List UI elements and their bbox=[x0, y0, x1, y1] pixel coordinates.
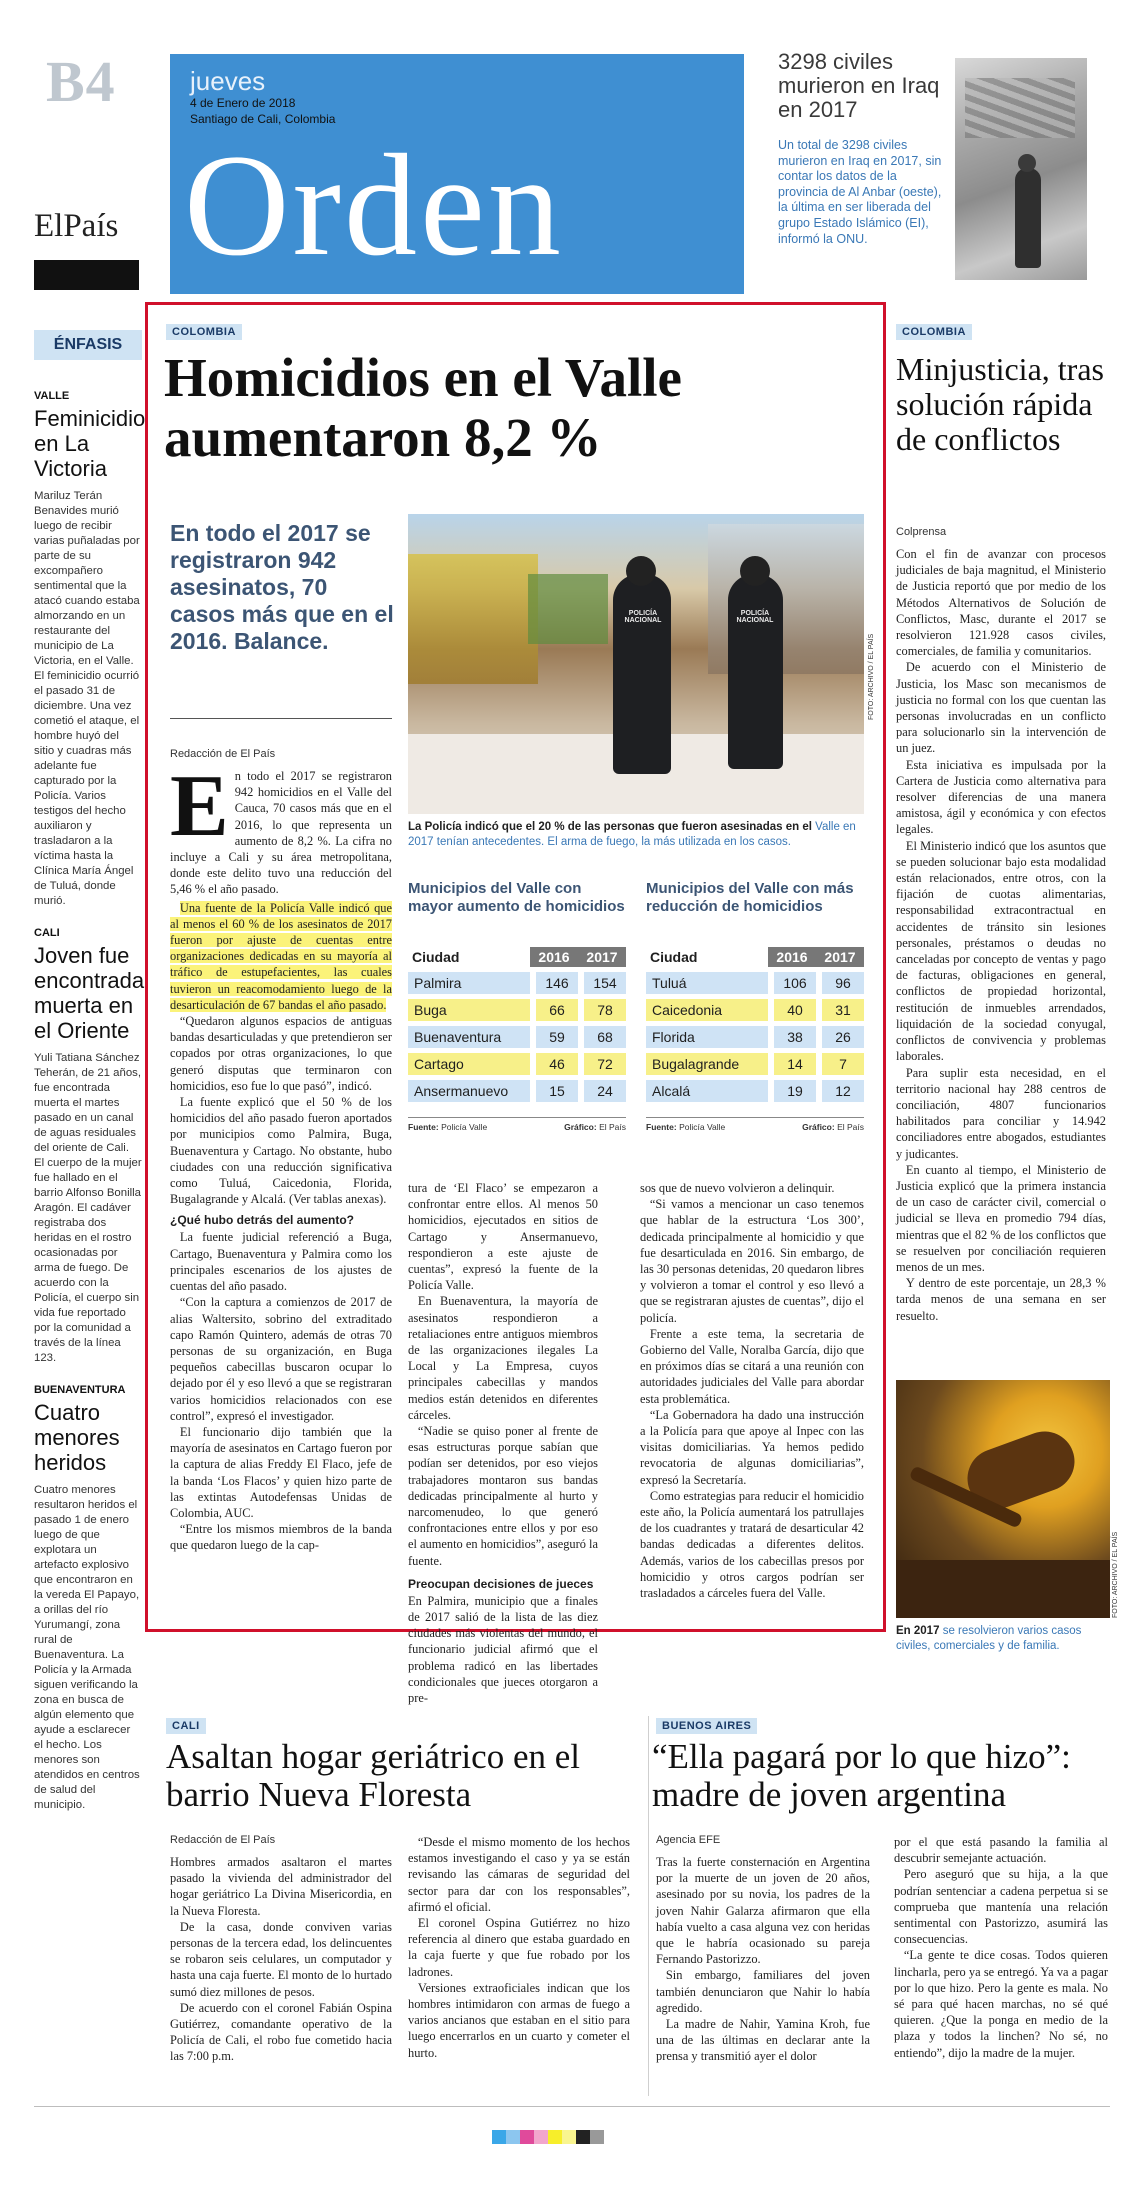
main-deck: En todo el 2017 se registraron 942 asesinatos, 70 casos más que en el 2016. Balance. bbox=[170, 520, 394, 654]
paragraph: Para suplir esta necesidad, en el territorio nacional hay 288 centros de conciliación, 4807 funcionarios habilitados para conciliar y 14.942 conciliadores entre abogados, estudiantes y judicantes. bbox=[896, 1065, 1106, 1161]
paragraph: En Buenaventura, la mayoría de asesinatos respondieron a retaliaciones entre antiguos miembros de las organizaciones ilegales La Local y La Empresa, cuyos principales cabecillas y mandos medios están detenidos en diferentes cárceles. bbox=[408, 1294, 598, 1422]
table-title: Municipios del Valle con más reducción de homicidios bbox=[646, 880, 854, 915]
paragraph: “La Gobernadora ha dado una instrucción a la Policía para que apoye al Inpec con las visitas domiciliarias. Ya hemos pedido revocatoria de algunas domiciliarias”, expresó la Secretaría. bbox=[640, 1407, 864, 1487]
paragraph: Esta iniciativa es impulsada por la Cartera de Justicia como alternativa para resolver diferencias de una manera amistosa, ágil y económica y con efectos legales. bbox=[896, 757, 1106, 837]
paragraph: Versiones extraoficiales indican que los hombres intimidaron con armas de fuego a varios ancianos que estaban en el sitio para luego encerrarlos en un cuarto y cometer el hurto. bbox=[408, 1980, 630, 2060]
table-footer: Fuente: Policía Valle Gráfico: El País bbox=[646, 1117, 864, 1132]
paragraph: Frente a este tema, la secretaria de Gobierno del Valle, Noralba García, dijo que en próximos días se citará a una reunión con autoridades judiciales del Valle para abordar esta problemática. bbox=[640, 1326, 864, 1406]
table-row: Buenaventura 59 68 bbox=[408, 1026, 626, 1048]
bottom-right-headline: “Ella pagará por lo que hizo”: madre de joven argentina bbox=[652, 1737, 1071, 1814]
paragraph: Como estrategias para reducir el homicidio este año, la Policía aumentará los patrullajes de los cuadrantes y tratará de desarticular 42 bandas dedicadas a diferentes delitos. Además, varios de los cabecillas presos por homicidio y otros cargos podrían ser trasladados a cárceles fuera del Valle. bbox=[640, 1488, 864, 1601]
paragraph: Hombres armados asaltaron el martes pasado la vivienda del administrador del hogar geriátrico La Divina Misericordia, en la Nueva Floresta. bbox=[170, 1855, 392, 1918]
left-rail bbox=[34, 330, 146, 1813]
banner-place: Santiago de Cali, Colombia bbox=[190, 112, 336, 126]
bottom-right-col-1 bbox=[656, 1854, 870, 2065]
paragraph: “Con la captura a comienzos de 2017 de alias Waltersito, sobrino del extraditado capo Ramón Quintero, además de otras 70 personas de su organización, en Buga pequeños cabecillas buscaron ocupar lo dejado por él y eso llevó a que se registraran varios homicidios relacionados con ese control”, expresó el investigador. bbox=[170, 1295, 392, 1423]
paragraph: La madre de Nahir, Yamina Kroh, fue una de las últimas en declarar ante la prensa y transmitió ayer el dolor bbox=[656, 2017, 870, 2064]
bottom-divider bbox=[648, 1716, 649, 2096]
table-row: Buga 66 78 bbox=[408, 999, 626, 1021]
col-2016: 2016 bbox=[768, 947, 816, 967]
paragraph: “Quedaron algunos espacios de antiguas bandas desarticuladas y que pretendieron ser copados por otras organizaciones, lo que generó disputas que terminaron con homicidios, eso fue lo que pasó”, indicó. bbox=[170, 1014, 392, 1093]
paragraph: “Entre los mismos miembros de la banda que quedaron luego de la cap- bbox=[170, 1522, 392, 1553]
brand-bar bbox=[34, 260, 139, 290]
right-kicker: COLOMBIA bbox=[896, 322, 972, 340]
top-brief-title: 3298 civiles murieron en Iraq en 2017 bbox=[778, 49, 940, 122]
paragraph: “La gente te dice cosas. Todos quieren lincharla, pero ya se entregó. Ya va a pagar por lo que hizo. Pero la gente es mala. No sé para qué hacen marchas, no sé qué quieren. ¿Que la ponga en medio de la plaza y todos la linchen? No sé, no entiendo”, dijo la madre de la mujer. bbox=[894, 1948, 1108, 2060]
right-headline: Minjusticia, tras solución rápida de conflictos bbox=[896, 351, 1104, 457]
table-row: Ansermanuevo 15 24 bbox=[408, 1080, 626, 1102]
col-city: Ciudad bbox=[412, 949, 460, 965]
lead-paragraph: n todo el 2017 se registraron 942 homicidios en el Valle del Cauca, 70 casos más que en el 2016, lo que representa un aumento de 8,2 %. La cifra no incluye a Cali y su área metropolitana, donde este delito tuvo una reducción del 5,46 % el año pasado. bbox=[170, 769, 392, 897]
brief-body: Yuli Tatiana Sánchez Teherán, de 21 años, fue encontrada muerta el martes pasado en un canal de aguas residuales del oriente de Cali. El cuerpo de la mujer fue hallado en el barrio Alfonso Bonilla Aragón. El cadáver registraba dos heridas en el rostro ocasionadas por arma de fuego. De acuerdo con la Policía, el cuerpo sin vida fue reportado por la comunidad a través de la línea 123. bbox=[34, 1052, 142, 1364]
paragraph: En Palmira, municipio que a finales de 2017 salió de la lista de las diez ciudades más violentas del mundo, el funcionario judicial afirmó que el problema radicó en las libertades condicionales que jueces otorgaron a pre- bbox=[408, 1593, 598, 1706]
col-2016: 2016 bbox=[530, 947, 578, 967]
right-byline: Colprensa bbox=[896, 526, 947, 538]
photo-badge: POLICÍA NACIONAL bbox=[736, 610, 774, 624]
page-number: B4 bbox=[46, 49, 116, 114]
bottom-right-kicker: BUENOS AIRES bbox=[656, 1716, 757, 1734]
table-row: Florida 38 26 bbox=[646, 1026, 864, 1048]
main-headline: Homicidios en el Valle aumentaron 8,2 % bbox=[164, 347, 682, 468]
top-brief-photo bbox=[955, 58, 1087, 280]
footer-rule bbox=[34, 2106, 1110, 2107]
brief-title: Feminicidio en La Victoria bbox=[34, 406, 146, 481]
bottom-right-col-2 bbox=[894, 1834, 1108, 2061]
main-photo bbox=[408, 514, 864, 814]
brief-item bbox=[34, 927, 145, 1366]
brief-body: Cuatro menores resultaron heridos el pasado 1 de enero luego de que explotara un artefacto explosivo que encontraron en la vereda El Papayo, a orillas del río Yurumangí, zona rural de Buenaventura. La Policía y la Armada siguen verificando la zona en busca de algún elemento que ayude a esclarecer el hecho. Los menores son atendidos en centros de salud del municipio. bbox=[34, 1484, 140, 1811]
col-2017: 2017 bbox=[816, 947, 864, 967]
paragraph: por el que está pasando la familia al descubrir semejante actuación. bbox=[894, 1835, 1108, 1866]
banner-day: jueves bbox=[190, 66, 266, 96]
table-row: Bugalagrande 14 7 bbox=[646, 1053, 864, 1075]
table-row: Alcalá 19 12 bbox=[646, 1080, 864, 1102]
paragraph: El funcionario dijo también que la mayoría de asesinatos en Cartago fueron por la captura de alias Freddy El Flaco, jefe de la banda ‘Los Flacos’ y quien hizo parte de las extintas Autodefensas Unidas de Colombia, AUC. bbox=[170, 1424, 392, 1520]
paragraph: La fuente judicial referenció a Buga, Cartago, Buenaventura y Palmira como los principales escenarios de los ajustes de cuentas del año pasado. bbox=[170, 1230, 392, 1294]
drop-cap: E bbox=[170, 768, 229, 855]
caption-rest: Valle en 2017 tenían antecedentes. El arma de fuego, la más utilizada en los casos. bbox=[408, 821, 856, 848]
brief-tag: VALLE bbox=[34, 390, 70, 402]
paragraph: En cuanto al tiempo, el Ministerio de Justicia explicó que la primera instancia de un caso de carácter civil, comercial o judicial se lleva en promedio 794 días, mientras que el 82 % de los conflictos que se resuelven por conciliación requieren menos de un mes. bbox=[896, 1162, 1106, 1274]
main-col-1 bbox=[170, 768, 392, 1554]
caption-bold: La Policía indicó que el 20 % de las personas que fueron asesinadas en el bbox=[408, 821, 812, 833]
col-2017: 2017 bbox=[578, 947, 626, 967]
table-row: Tuluá 106 96 bbox=[646, 972, 864, 994]
brand-logo: ElPaís bbox=[34, 208, 119, 244]
main-photo-credit: FOTO: ARCHIVO / EL PAÍS bbox=[868, 633, 875, 720]
paragraph: Pero aseguró que su hija, a la que podrían sentenciar a cadena perpetua si se comprueba que mantenía una relación sentimental con Pastorizzo, asumirá las consecuencias. bbox=[894, 1867, 1108, 1947]
color-registration-bar bbox=[492, 2130, 604, 2144]
paragraph: La fuente explicó que el 50 % de los homicidios del año pasado fueron aportados por municipios como Palmira, Buga, Buenaventura y Cartago. No obstante, hubo ciudades con una reducción significativa como Tuluá, Caicedonia, Florida, Bugalagrande y Alcalá. (Ver tablas anexas). bbox=[170, 1095, 392, 1207]
main-byline: Redacción de El País bbox=[170, 748, 276, 760]
bottom-left-col-2 bbox=[408, 1834, 630, 2061]
highlight-paragraph: Una fuente de la Policía Valle indicó que al menos el 60 % de los asesinatos de 2017 fueron por ajuste de cuentas entre organizaciones dedicadas en su mayoría al tráfico de estupefacientes, las cuales tuvieron un reacomodamiento luego de la desarticulación de 67 bandas el año pasado. bbox=[170, 900, 392, 1012]
paragraph: Tras la fuerte consternación en Argentina por la muerte de un joven de 20 años, asesinado por su novia, los padres de la joven Nahir Galarza afirmaron que ella había vuelto a casa alguna vez con heridas que le habría ocasionado su pareja Fernando Pastorizzo. bbox=[656, 1855, 870, 1967]
paragraph: De acuerdo con el Ministerio de Justicia, los Masc son mecanismos de justicia no formal con los que cuentan las personas involucradas en un conflicto para solucionarlo sin la intervención de un juez. bbox=[896, 660, 1106, 756]
right-body bbox=[896, 546, 1106, 1324]
brief-item bbox=[34, 390, 146, 909]
paragraph: De acuerdo con el coronel Fabián Ospina Gutiérrez, comandante operativo de la Policía de Cali, el robo fue cometido hacia las 7:00 p.m. bbox=[170, 2000, 392, 2064]
brief-body: Mariluz Terán Benavides murió luego de recibir varias puñaladas por parte de su excompañero sentimental que la atacó cuando estaba almorzando en un restaurante del municipio de La Victoria, en el Valle. El feminicidio ocurrió el pasado 31 de diciembre. Una vez cometió el ataque, el hombre huyó del sitio y cuadras más adelante fue capturado por la Policía. Varios testigos del hecho auxiliaron y trasladaron a la víctima hasta la Clínica María Ángel de Tuluá, donde murió. bbox=[34, 490, 140, 907]
table-row: Caicedonia 40 31 bbox=[646, 999, 864, 1021]
table-title: Municipios del Valle con mayor aumento de homicidios bbox=[408, 880, 625, 915]
banner-date: 4 de Enero de 2018 bbox=[190, 96, 296, 110]
section-title: Orden bbox=[184, 124, 564, 286]
main-col-2 bbox=[408, 1180, 598, 1706]
table-decrease bbox=[646, 880, 864, 1132]
paragraph: “Si vamos a mencionar un caso tenemos que hablar de la estructura ‘Los 300’, dedicada principalmente al homicidio y que fue desarticulada en 2016. Sin embargo, de las 30 personas detenidas, 20 quedaron libres y volvieron a tomar el control y eso llevó a que se registraran ajustes de cuentas”, dijo el policía. bbox=[640, 1197, 865, 1325]
bottom-left-byline: Redacción de El País bbox=[170, 1834, 276, 1846]
table-row: Palmira 146 154 bbox=[408, 972, 626, 994]
paragraph: Con el fin de avanzar con procesos judiciales de baja magnitud, el Ministerio de Justicia reportó que por medio de los Métodos Alternativos de Solución de Conflictos, Masc, durante el 2017 se resolvieron 121.928 casos civiles, comerciales, de familia y comunitarios. bbox=[896, 547, 1106, 659]
main-kicker: COLOMBIA bbox=[166, 322, 242, 340]
bottom-left-headline: Asaltan hogar geriátrico en el barrio Nueva Floresta bbox=[166, 1737, 580, 1814]
table-increase bbox=[408, 880, 626, 1132]
subhead: Preocupan decisiones de jueces bbox=[408, 1576, 594, 1591]
main-col-3 bbox=[640, 1180, 864, 1601]
paragraph: sos que de nuevo volvieron a delinquir. bbox=[640, 1181, 835, 1195]
table-header bbox=[408, 947, 626, 967]
bottom-left-kicker: CALI bbox=[166, 1716, 206, 1734]
table-header bbox=[646, 947, 864, 967]
paragraph: tura de ‘El Flaco’ se empezaron a confrontar entre ellos. Al menos 50 homicidios, ejecutados en sitios de Cartago y Ansermanuevo, respondieron a este ajuste de cuentas”, expresó la fuente de la Policía Valle. bbox=[408, 1181, 598, 1293]
gavel-caption: En 2017 se resolvieron varios casos civiles, comerciales y de familia. bbox=[896, 1625, 1082, 1652]
brief-title: Cuatro menores heridos bbox=[34, 1400, 120, 1475]
paragraph: El coronel Ospina Gutiérrez no hizo referencia al dinero que estaba guardado en la caja fuerte y que fue robado por los ladrones. bbox=[408, 1916, 630, 1979]
section-banner bbox=[170, 54, 744, 294]
subhead: ¿Qué hubo detrás del aumento? bbox=[170, 1213, 355, 1228]
paragraph: “Nadie se quiso poner al frente de esas estructuras porque sabían que podían ser detenidos, por eso viejos trabajadores montaron sus bandas dedicadas principalmente al hurto y narcomenudeo, lo que generó confrontaciones entre ellos y por eso el aumento en homicidios”, aseguró la fuente. bbox=[408, 1424, 598, 1568]
photo-badge: POLICÍA NACIONAL bbox=[624, 610, 662, 624]
bottom-left-col-1 bbox=[170, 1854, 392, 2065]
gavel-photo-credit: FOTO: ARCHIVO / EL PAÍS bbox=[1112, 1531, 1119, 1618]
top-brief-body: Un total de 3298 civiles murieron en Iraq en 2017, sin contar los datos de la provincia de Al Anbar (oeste), la última en ser liberada del grupo Estado Islámico (EI), informó la ONU. bbox=[778, 138, 942, 246]
paragraph: “Desde el mismo momento de los hechos estamos investigando el caso y ya se están revisando las cámaras de seguridad del sector para dar con los responsables”, afirmó el oficial. bbox=[408, 1835, 630, 1914]
main-photo-caption bbox=[408, 820, 864, 850]
brief-tag: CALI bbox=[34, 927, 60, 939]
emphasis-header: ÉNFASIS bbox=[34, 330, 142, 360]
paragraph: Sin embargo, familiares del joven también denunciaron que Nahir lo había agredido. bbox=[656, 1968, 870, 2015]
deck-rule bbox=[170, 718, 392, 719]
gavel-photo bbox=[896, 1380, 1110, 1618]
col-city: Ciudad bbox=[650, 949, 698, 965]
brief-tag: BUENAVENTURA bbox=[34, 1384, 126, 1396]
paragraph: El Ministerio indicó que los asuntos que se pueden solucionar bajo esta modalidad están relacionados, entre otros, con la fijación de cuotas alimentarias, responsabilidad extracontractual en accidentes de tránsito sin lesiones personales, préstamos o deudas no canceladas por concepto de ventas y pago de facturas, obligaciones en general, conflictos de propiedad horizontal, restitución de inmuebles arrendados, liquidación de la sociedad conyugal, conflictos de convivencia y problemas laborales. bbox=[896, 838, 1106, 1064]
table-footer: Fuente: Policía Valle Gráfico: El País bbox=[408, 1117, 626, 1132]
paragraph: Y dentro de este porcentaje, un 28,3 % tarda menos de una semana en ser resuelto. bbox=[896, 1276, 1106, 1323]
paragraph: De la casa, donde conviven varias personas de la tercera edad, los delincuentes se robaron seis celulares, un computador y hasta una caja fuerte. El monto de lo hurtado sumó diez millones de pesos. bbox=[170, 1919, 392, 1999]
bottom-right-byline: Agencia EFE bbox=[656, 1834, 721, 1846]
brief-title: Joven fue encontrada muerta en el Oriente bbox=[34, 943, 145, 1043]
table-row: Cartago 46 72 bbox=[408, 1053, 626, 1075]
brief-item bbox=[34, 1384, 142, 1813]
